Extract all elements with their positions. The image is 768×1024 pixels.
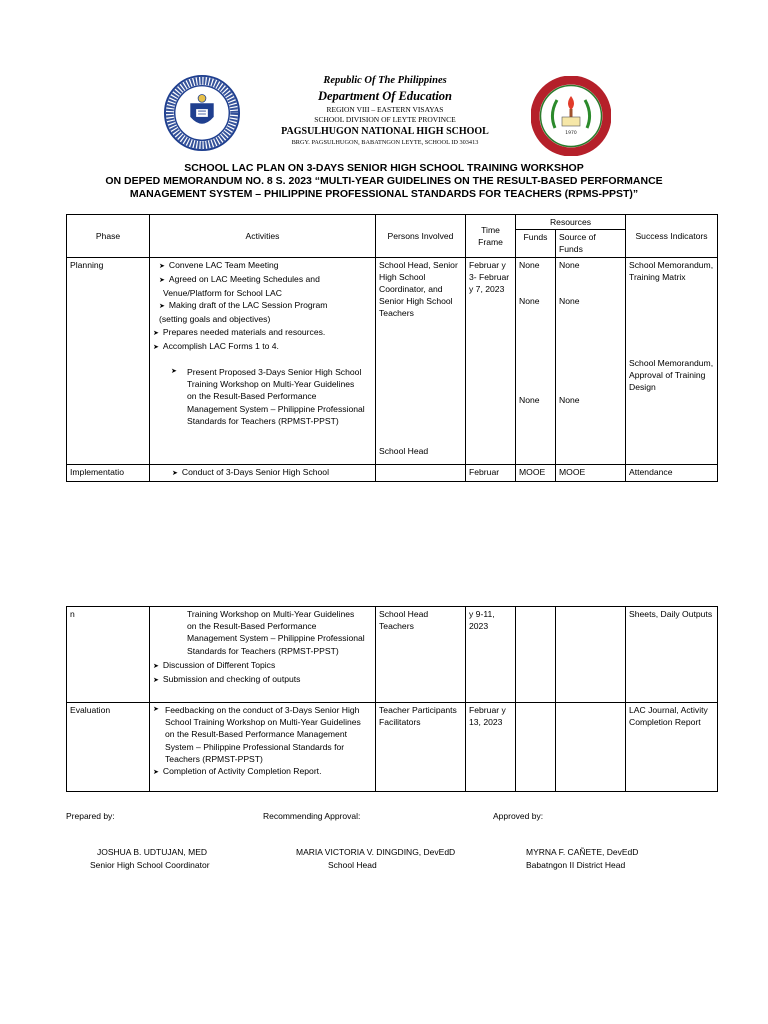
implementation-funds: MOOE [516, 464, 556, 481]
implementation-activity-cont: Training Workshop on Multi-Year Guidelines on the Result-Based Performance Management System – Philippine Professional Standards for Teachers (RPMST-PPST) [187, 609, 365, 656]
phase-implementation-cont: n [67, 607, 150, 703]
arrow-bullet-icon: ➤ [153, 343, 159, 351]
approved-by-label: Approved by: [493, 811, 544, 821]
arrow-bullet-icon: ➤ [153, 329, 159, 337]
recommending-name: MARIA VICTORIA V. DINGDING, DevEdD [296, 847, 456, 857]
arrow-bullet-icon: ➤ [153, 769, 159, 777]
evaluation-time: Februar y 13, 2023 [466, 703, 516, 792]
svg-text:1970: 1970 [565, 131, 577, 136]
planning-persons: School Head, Senior High School Coordinator, and Senior High School Teachers School Head [376, 257, 466, 464]
header-phase: Phase [67, 215, 150, 258]
header-time-frame: Time Frame [466, 215, 516, 258]
planning-funds: None None None [516, 257, 556, 464]
division-line: SCHOOL DIVISION OF LEYTE PROVINCE [314, 115, 456, 124]
present-proposal-activity: Present Proposed 3-Days Senior High School Training Workshop on Multi-Year Guidelines on the Result-Based Performance Management System – Philippine Professional Standards for Teachers (RPMST-PPST) [187, 367, 365, 426]
arrow-bullet-icon: ➤ [153, 662, 159, 670]
implementation-activity-start: Conduct of 3-Days Senior High School [181, 466, 330, 477]
planning-activities: ➤ Convene LAC Team Meeting ➤ Agreed on LAC Meeting Schedules and Venue/Platform for School LAC ➤ Making draft of the LAC Session Program (setting goals and objectives) ➤ Prepares needed materials and resources. ➤ Accomplish LAC Forms 1 to 4. ➤ Present Proposed 3-Days Senior High School Training Workshop on Multi-Year Guidelines on the Result-Based Performance Management System – Philippine Professional Standards for Teachers (RPMST-PPST) [150, 257, 376, 464]
arrow-bullet-icon: ➤ [171, 368, 177, 376]
plan-title-line1: SCHOOL LAC PLAN ON 3-DAYS SENIOR HIGH SCHOOL TRAINING WORKSHOP [184, 162, 584, 174]
phase-evaluation: Evaluation [67, 703, 150, 792]
implementation-time-start: Februar [466, 464, 516, 481]
planning-time: Februar y 3- Februar y 7, 2023 [466, 257, 516, 464]
implementation-success-start: Attendance [626, 464, 718, 481]
arrow-bullet-icon: ➤ [159, 262, 165, 270]
evaluation-persons: Teacher Participants Facilitators [376, 703, 466, 792]
header-funds: Funds [516, 230, 556, 257]
header-source: Source of Funds [556, 230, 626, 257]
lac-plan-table-lower [66, 606, 718, 792]
school-name: PAGSULHUGON NATIONAL HIGH SCHOOL [281, 126, 489, 137]
table-row [67, 464, 718, 481]
region-line: REGION VIII – EASTERN VISAYAS [326, 105, 444, 114]
header-success: Success Indicators [626, 215, 718, 258]
implementation-time-cont: y 9-11, 2023 [466, 607, 516, 703]
phase-implementation: Implementatio [67, 464, 150, 481]
lac-plan-table-upper [66, 214, 718, 482]
phase-planning: Planning [67, 257, 150, 464]
table-row [67, 257, 718, 464]
plan-title-line2: ON DEPED MEMORANDUM NO. 8 S. 2023 “MULTI-YEAR GUIDELINES ON THE RESULT-BASED PERFORMANCE [105, 175, 663, 187]
approved-title: Babatngon II District Head [526, 860, 626, 870]
arrow-bullet-icon: ➤ [159, 276, 165, 284]
plan-title-line3: MANAGEMENT SYSTEM – PHILIPPINE PROFESSIONAL STANDARDS FOR TEACHERS (RPMS-PPST)” [129, 188, 639, 200]
planning-source: None None None [556, 257, 626, 464]
header-activities: Activities [150, 215, 376, 258]
approved-name: MYRNA F. CAÑETE, DevEdD [526, 847, 639, 857]
implementation-success-cont: Sheets, Daily Outputs [626, 607, 718, 703]
republic-heading: Republic Of The Philippines [323, 75, 447, 86]
arrow-bullet-icon: ➤ [153, 677, 159, 685]
implementation-source: MOOE [556, 464, 626, 481]
planning-success: School Memorandum, Training Matrix School Memorandum, Approval of Training Design [626, 257, 718, 464]
header-persons: Persons Involved [376, 215, 466, 258]
prepared-name: JOSHUA B. UDTUJAN, MED [97, 847, 208, 857]
evaluation-success: LAC Journal, Activity Completion Report [626, 703, 718, 792]
planning-persons-2: School Head [379, 445, 429, 456]
recommending-title: School Head [328, 860, 377, 870]
evaluation-activity: Feedbacking on the conduct of 3-Days Senior High School Training Workshop on Multi-Year Guidelines on the Result-Based Performance Management System – Philippine Professional Standards for Teachers (RPMST-PPST) [165, 705, 361, 764]
recommending-label: Recommending Approval: [263, 811, 361, 821]
header-resources: Resources [516, 215, 626, 230]
table-row: Evaluation ➤ Feedbacking on the conduct of 3-Days Senior High School Training Workshop on Multi-Year Guidelines on the Result-Based Performance Management System – Philippine Professional Standards for Teachers (RPMST-PPST) ➤ Completion of Activity Completion Report. Teacher Participants Facilitators Februar y 13, 2023 LAC Journal, Activity Completion Report [67, 703, 718, 792]
implementation-persons: School Head Teachers [376, 607, 466, 703]
arrow-bullet-icon: ➤ [172, 469, 178, 477]
prepared-by-label: Prepared by: [66, 811, 115, 821]
arrow-bullet-icon: ➤ [159, 303, 165, 311]
department-heading: Department Of Education [317, 89, 453, 103]
prepared-title: Senior High School Coordinator [90, 860, 210, 870]
table-row: n Training Workshop on Multi-Year Guidelines on the Result-Based Performance Management System – Philippine Professional Standards for Teachers (RPMST-PPST) ➤ Discussion of Different Topics ➤ Submission and checking of outputs School Head Teachers y 9-11, 2023 Sheets, Daily Outputs [67, 607, 718, 703]
school-address: BRGY. PAGSULHUGON, BABATNGON LEYTE, SCHOOL ID 303413 [291, 139, 479, 146]
arrow-bullet-icon: ➤ [153, 706, 159, 713]
